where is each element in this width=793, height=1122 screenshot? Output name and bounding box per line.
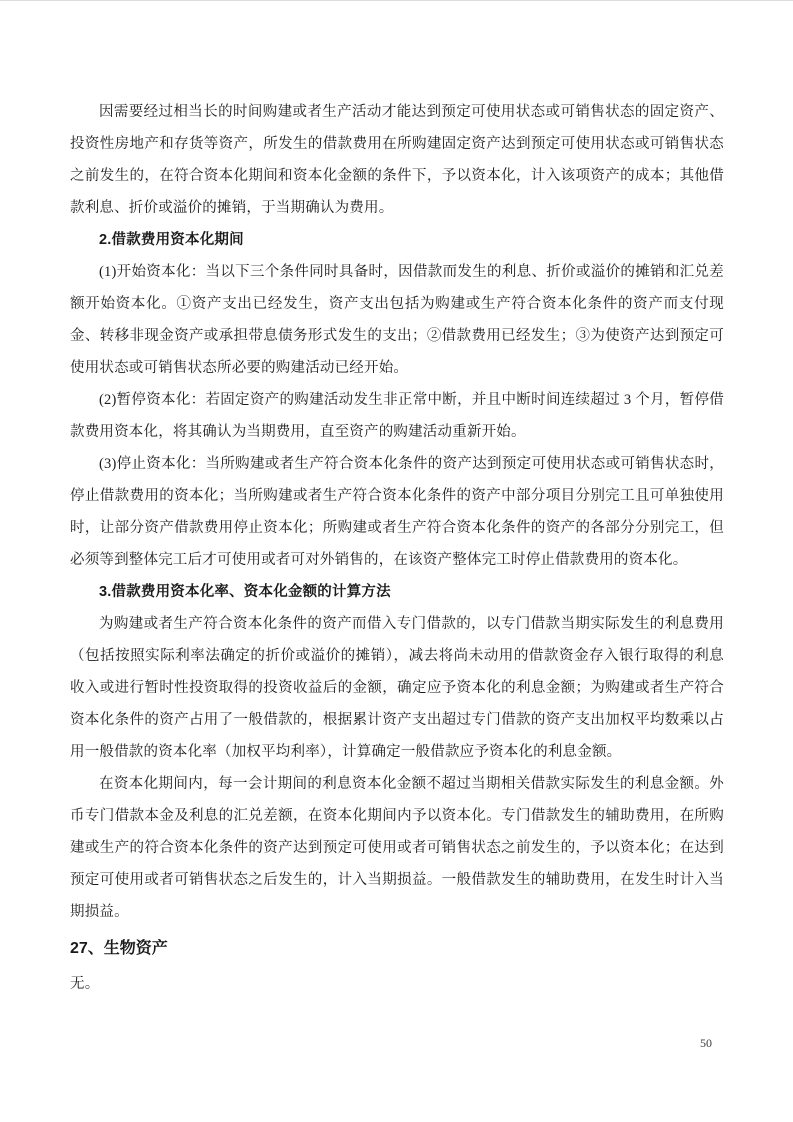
document-body [70, 96, 724, 1000]
paragraph-cease-capitalization: (3)停止资本化：当所购建或者生产符合资本化条件的资产达到预定可使用状态或可销售状态时，停止借款费用的资本化；当所购建或者生产符合资本化条件的资产中部分项目分别完工且可单独使用时，让部分资产借款费用停止资本化；所购建或者生产符合资本化条件的资产的各部分分别完工，但必须等到整体完工后才可使用或者可对外销售的，在该资产整体完工时停止借款费用的资本化。 [70, 456, 724, 568]
page-number: 50 [700, 1036, 712, 1050]
paragraph-calculation-method: 为购建或者生产符合资本化条件的资产而借入专门借款的，以专门借款当期实际发生的利息费用（包括按照实际利率法确定的折价或溢价的摊销），减去将尚未动用的借款资金存入银行取得的利息收入或进行暂时性投资取得的投资收益后的金额，确定应予资本化的利息金额；为购建或者生产符合资本化条件的资产占用了一般借款的，根据累计资产支出超过专门借款的资产支出加权平均数乘以占用一般借款的资本化率（加权平均利率），计算确定一般借款应予资本化的利息金额。 [70, 616, 724, 760]
paragraph-biological-assets-none: 无。 [70, 976, 100, 992]
paragraph-start-capitalization: (1)开始资本化：当以下三个条件同时具备时，因借款而发生的利息、折价或溢价的摊销和汇兑差额开始资本化。①资产支出已经发生，资产支出包括为购建或生产符合资本化条件的资产而支付现金、转移非现金资产或承担带息债务形式发生的支出；②借款费用已经发生；③为使资产达到预定可使用状态或可销售状态所必要的购建活动已经开始。 [70, 264, 724, 376]
subheading-capitalization-rate-method: 3.借款费用资本化率、资本化金额的计算方法 [99, 584, 391, 600]
page-top-edge [0, 0, 793, 1]
paragraph-capitalization-limit: 在资本化期间内，每一会计期间的利息资本化金额不超过当期相关借款实际发生的利息金额。外币专门借款本金及利息的汇兑差额，在资本化期间内予以资本化。专门借款发生的辅助费用，在所购建或生产的符合资本化条件的资产达到预定可使用或者可销售状态之前发生的，予以资本化；在达到预定可使用或者可销售状态之后发生的，计入当期损益。一般借款发生的辅助费用，在发生时计入当期损益。 [70, 776, 724, 920]
paragraph-borrowing-costs-intro: 因需要经过相当长的时间购建或者生产活动才能达到预定可使用状态或可销售状态的固定资产、投资性房地产和存货等资产，所发生的借款费用在所购建固定资产达到预定可使用状态或可销售状态之前发生的，在符合资本化期间和资本化金额的条件下，予以资本化，计入该项资产的成本；其他借款利息、折价或溢价的摊销，于当期确认为费用。 [70, 104, 724, 216]
subheading-capitalization-period: 2.借款费用资本化期间 [99, 232, 244, 248]
paragraph-suspend-capitalization: (2)暂停资本化：若固定资产的购建活动发生非正常中断，并且中断时间连续超过 3 个月，暂停借款费用资本化，将其确认为当期费用，直至资产的购建活动重新开始。 [70, 392, 724, 440]
section-heading-biological-assets: 27、生物资产 [70, 940, 168, 957]
